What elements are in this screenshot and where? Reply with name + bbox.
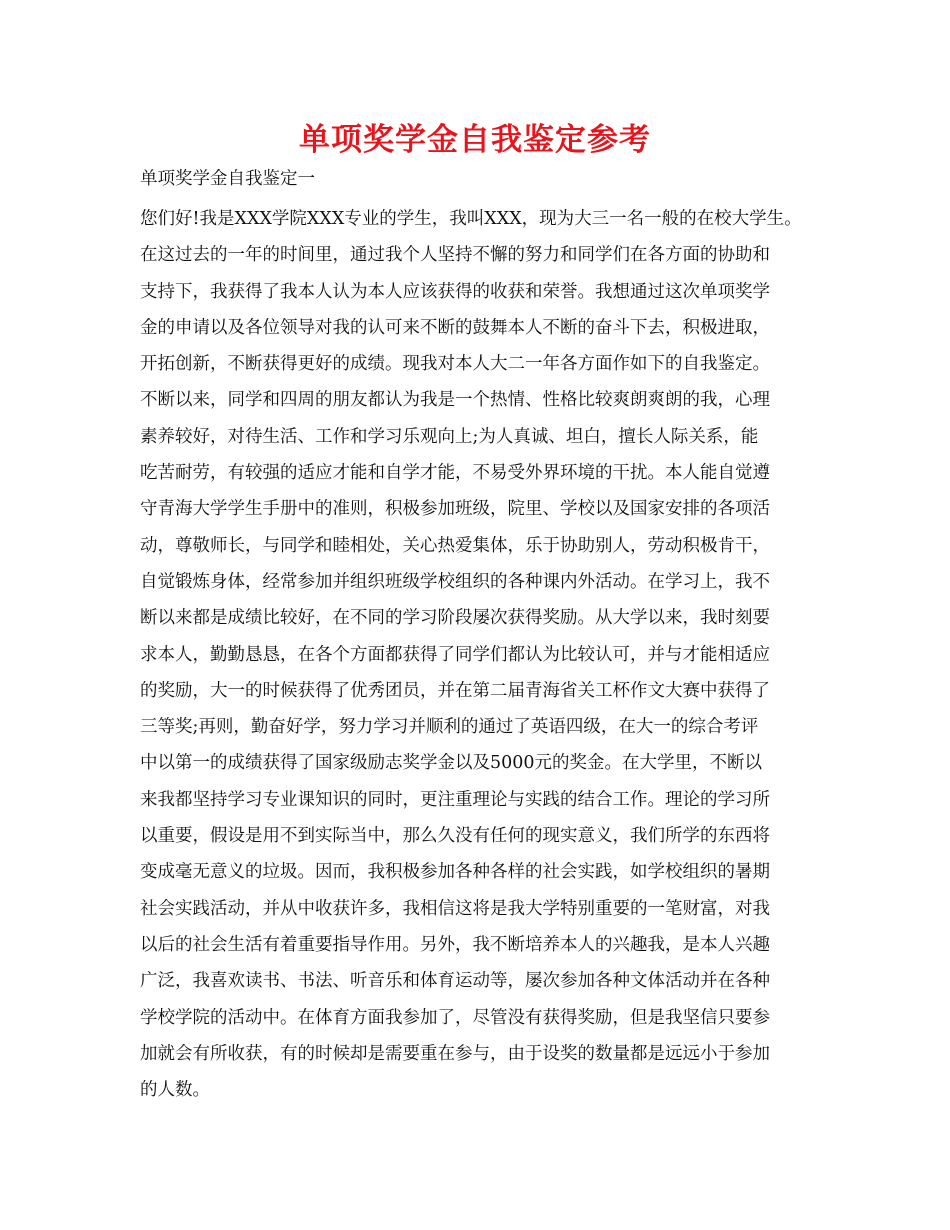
section-heading: 单项奖学金自我鉴定一 [140,169,315,189]
paragraph-line: 支持下，我获得了我本人认为本人应该获得的收获和荣誉。我想通过这次单项奖学 [140,281,770,302]
paragraph-line: 来我都坚持学习专业课知识的同时，更注重理论与实践的结合工作。理论的学习所 [140,789,770,810]
paragraph-line: 以重要，假设是用不到实际当中，那么久没有任何的现实意义，我们所学的东西将 [140,826,770,847]
paragraph-line: 开拓创新，不断获得更好的成绩。现我对本人大二一年各方面作如下的自我鉴定。 [140,354,770,375]
paragraph-line: 三等奖;再则，勤奋好学，努力学习并顺利的通过了英语四级，在大一的综合考评 [140,717,759,738]
paragraph-line: 断以来都是成绩比较好，在不同的学习阶段屡次获得奖励。从大学以来，我时刻要 [140,608,770,629]
paragraph-line: 自觉锻炼身体，经常参加并组织班级学校组织的各种课内外活动。在学习上，我不 [140,571,770,592]
paragraph-line: 素养较好，对待生活、工作和学习乐观向上;为人真诚、坦白，擅长人际关系，能 [140,426,759,447]
paragraph-line: 社会实践活动，并从中收获许多，我相信这将是我大学特别重要的一笔财富，对我 [140,898,770,919]
paragraph-line: 金的申请以及各位领导对我的认可来不断的鼓舞本人不断的奋斗下去，积极进取， [140,317,770,338]
page-title: 单项奖学金自我鉴定参考 [299,122,651,158]
paragraph-line: 中以第一的成绩获得了国家级励志奖学金以及5000元的奖金。在大学里，不断以 [140,753,763,774]
paragraph-line: 您们好!我是XXX学院XXX专业的学生，我叫XXX，现为大三一名一般的在校大学生。 [140,209,802,229]
paragraph-line: 守青海大学学生手册中的准则，积极参加班级，院里、学校以及国家安排的各项活 [140,499,770,520]
paragraph-line: 求本人，勤勤恳恳，在各个方面都获得了同学们都认为比较认可，并与才能相适应 [140,644,770,665]
paragraph-line: 加就会有所收获，有的时候却是需要重在参与，由于设奖的数量都是远远小于参加 [140,1043,770,1064]
body-text [140,201,840,1108]
paragraph-line: 变成毫无意义的垃圾。因而，我积极参加各种各样的社会实践，如学校组织的暑期 [140,862,770,883]
paragraph-line: 以后的社会生活有着重要指导作用。另外，我不断培养本人的兴趣我，是本人兴趣 [140,934,770,955]
paragraph-line: 吃苦耐劳，有较强的适应才能和自学才能，不易受外界环境的干扰。本人能自觉遵 [140,463,770,484]
paragraph-line: 学校学院的活动中。在体育方面我参加了，尽管没有获得奖励，但是我坚信只要参 [140,1007,770,1028]
paragraph-line: 的人数。 [140,1080,210,1101]
paragraph-line: 的奖励，大一的时候获得了优秀团员，并在第二届青海省关工杯作文大赛中获得了 [140,680,770,701]
paragraph-line: 动，尊敬师长，与同学和睦相处，关心热爱集体，乐于协助别人，劳动积极肯干， [140,535,770,556]
paragraph-line: 广泛，我喜欢读书、书法、听音乐和体育运动等，屡次参加各种文体活动并在各种 [140,971,770,992]
paragraph-line: 不断以来，同学和四周的朋友都认为我是一个热情、性格比较爽朗爽朗的我，心理 [140,390,770,411]
paragraph-line: 在这过去的一年的时间里，通过我个人坚持不懈的努力和同学们在各方面的协助和 [140,245,770,266]
